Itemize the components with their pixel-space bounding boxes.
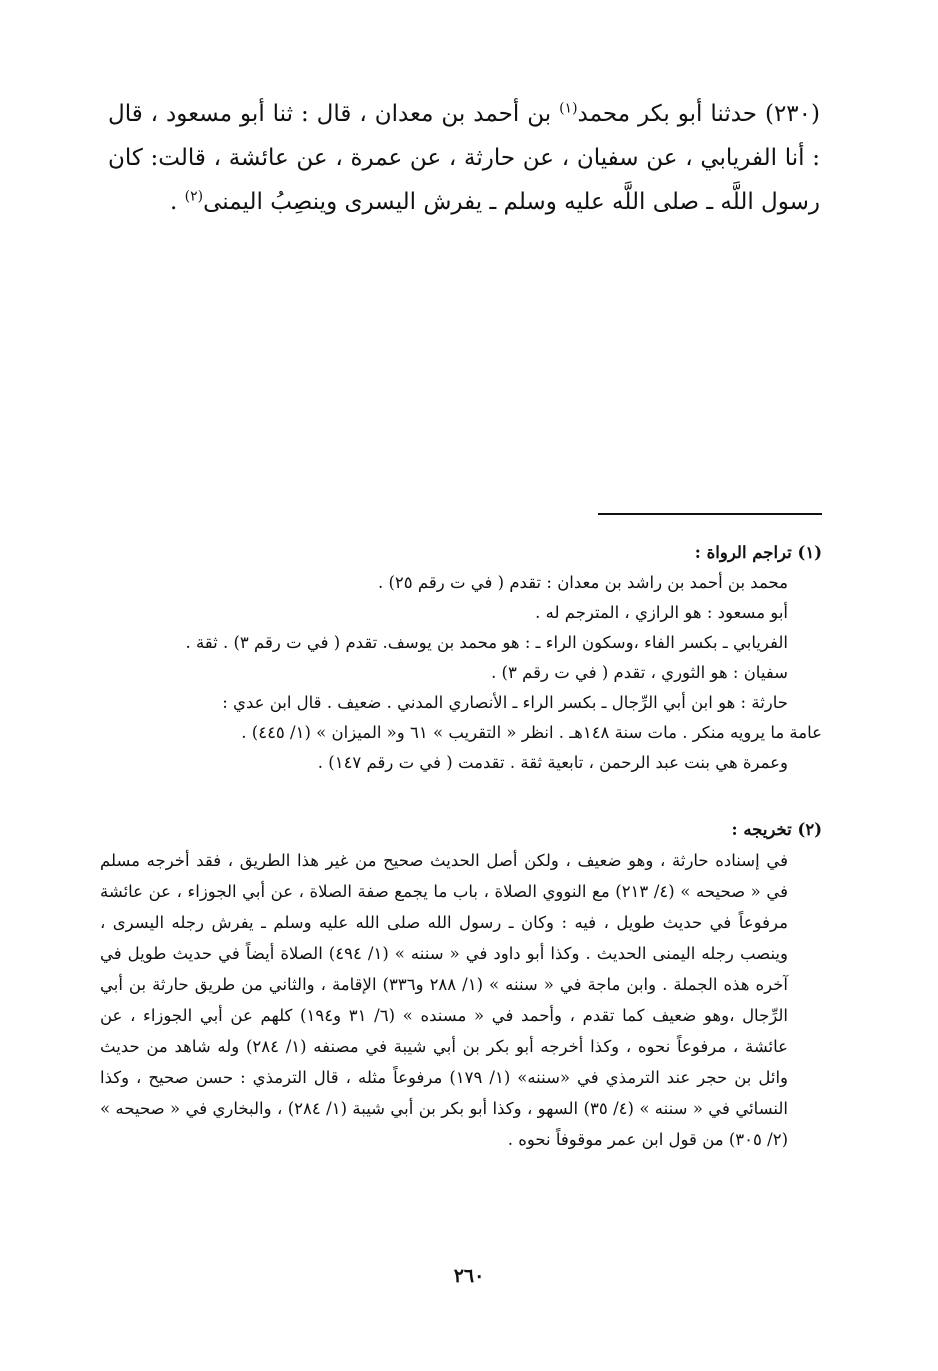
hadith-body bbox=[108, 92, 820, 224]
footnote-line: عامة ما يرويه منكر . مات سنة ١٤٨هـ . انظر « التقريب » ٦١ و« الميزان » (١/ ٤٤٥) . bbox=[241, 723, 822, 742]
footnote-line: وعمرة هي بنت عبد الرحمن ، تابعية ثقة . تقدمت ( في ت رقم ١٤٧) . bbox=[317, 753, 788, 772]
footnote-ref-1: (١) bbox=[559, 100, 578, 117]
footnote-separator bbox=[598, 513, 822, 515]
footnote-narrators bbox=[100, 538, 822, 778]
hadith-text-continued: بن أحمد بن معدان ، قال : ثنا أبو مسعود ، قال : أنا الفريابي ، عن سفيان ، عن حارثة ، عن عمرة ، عن عائشة ، قالت: كان رسول اللَّه ـ صلى اللَّه عليه وسلم ـ يفرش اليسرى وينصِبُ اليمنى bbox=[108, 101, 820, 215]
page-number: ٢٦٠ bbox=[453, 1265, 485, 1287]
hadith-paragraph bbox=[108, 92, 820, 224]
footnote-heading: (٢) تخريجه : bbox=[731, 820, 822, 839]
footnote-paragraph: في إسناده حارثة ، وهو ضعيف ، ولكن أصل الحديث صحيح من غير هذا الطريق ، فقد أخرجه مسلم في « صحيحه » (٤/ ٢١٣) مع النووي الصلاة ، باب ما يجمع صفة الصلاة ، عن أبي الجوزاء ، عن عائشة مرفوعاً في حديث طويل ، فيه : وكان ـ رسول الله صلى الله عليه وسلم ـ يفرش رجله اليسرى ، وينصب رجله اليمنى الحديث . وكذا أبو داود في « سننه » (١/ ٤٩٤) الصلاة أيضاً في حديث طويل في آخره هذه الجملة . وابن ماجة في « سننه » (١/ ٢٨٨ و٣٣٦) الإقامة ، والثاني من طريق حارثة بن أبي الرِّجال ،وهو ضعيف كما تقدم ، وأحمد في « مسنده » (٦/ ٣١ و١٩٤) كلهم عن أبي الجوزاء ، عن عائشة ، مرفوعاً نحوه ، وكذا أخرجه أبو بكر بن أبي شيبة في مصنفه (١/ ٢٨٤) وله شاهد من حديث وائل بن حجر عند الترمذي في «سننه» (١/ ١٧٩) مرفوعاً مثله ، قال الترمذي : حسن صحيح ، وكذا النسائي في « سننه » (٤/ ٣٥) السهو ، وكذا أبو بكر بن أبي شيبة (١/ ٢٨٤) ، والبخاري في « صحيحه » (٢/ ٣٠٥) من قول ابن عمر موقوفاً نحوه . bbox=[100, 851, 789, 1149]
footnote-line: الفريابي ـ بكسر الفاء ،وسكون الراء ـ : هو محمد بن يوسف. تقدم ( في ت رقم ٣) . ثقة . bbox=[185, 633, 788, 652]
footnote-heading: (١) تراجم الرواة : bbox=[694, 543, 822, 562]
footnote-line: أبو مسعود : هو الرازي ، المترجم له . bbox=[535, 603, 788, 622]
footnote-line: سفيان : هو الثوري ، تقدم ( في ت رقم ٣) . bbox=[491, 663, 788, 682]
hadith-text: (٢٣٠) حدثنا أبو بكر محمد bbox=[577, 101, 820, 127]
footnote-ref-2: (٢) bbox=[184, 188, 204, 205]
footnote-takhrij bbox=[100, 815, 822, 1155]
footnote-line: حارثة : هو ابن أبي الرِّجال ـ بكسر الراء ـ الأنصاري المدني . ضعيف . قال ابن عدي : bbox=[222, 693, 788, 712]
footnote-line: محمد بن أحمد بن راشد بن معدان : تقدم ( في ت رقم ٢٥) . bbox=[377, 573, 788, 592]
hadith-end: . bbox=[170, 189, 185, 215]
